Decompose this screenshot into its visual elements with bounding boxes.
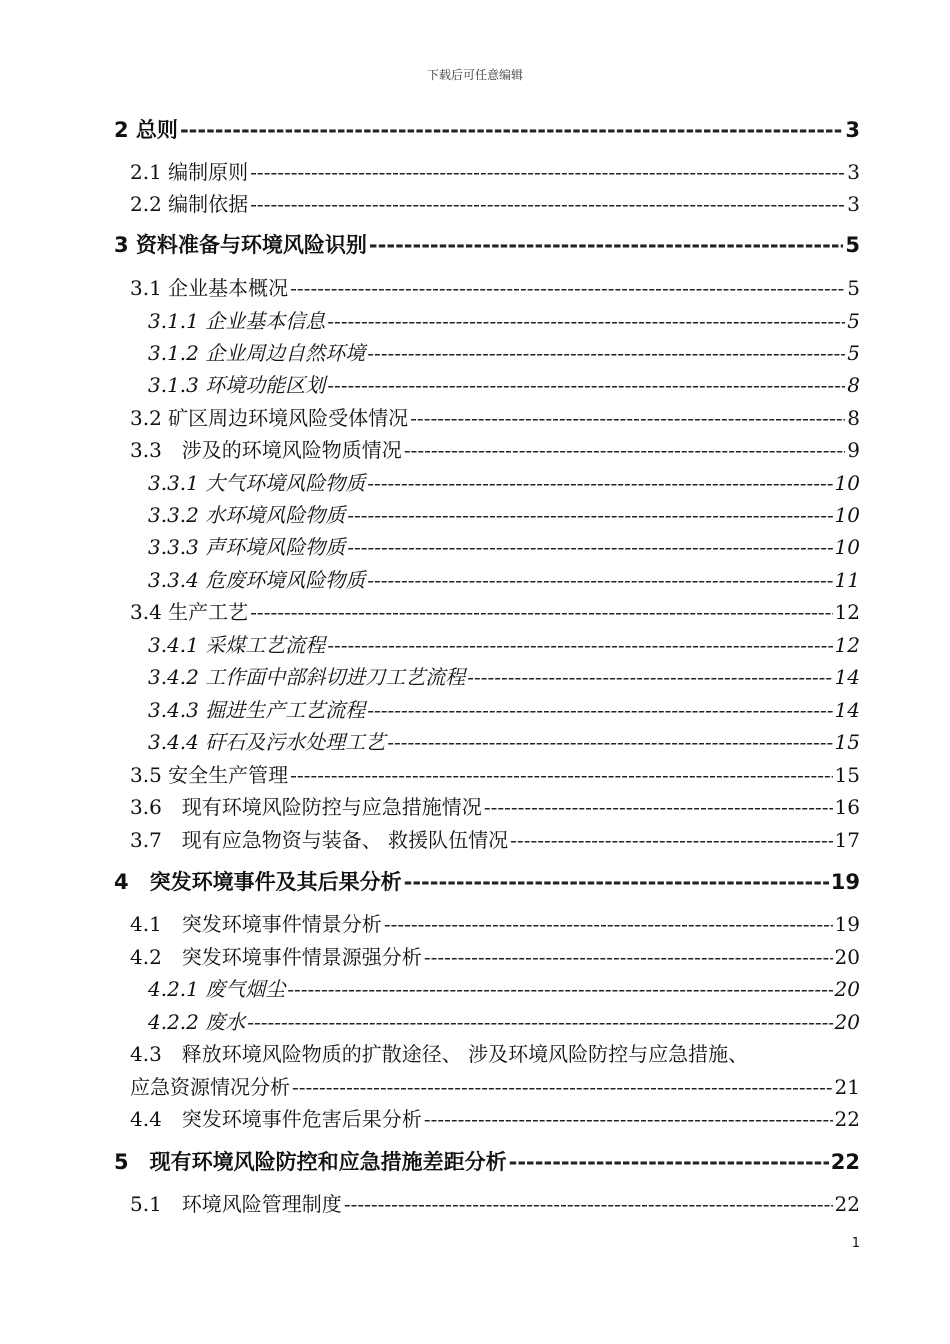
dot-leader — [250, 600, 832, 624]
toc-entry-page: 16 — [834, 795, 860, 819]
dot-leader — [292, 1075, 833, 1099]
toc-entry-label: 3.1.1 企业基本信息 — [148, 309, 326, 333]
toc-entry[interactable] — [148, 726, 860, 755]
toc-entry-page: 17 — [834, 828, 860, 852]
dot-leader — [467, 665, 832, 689]
toc-entry-label: 4 突发环境事件及其后果分析 — [114, 870, 402, 894]
toc-entry[interactable] — [130, 156, 860, 185]
toc-entry-page: 22 — [834, 1192, 860, 1216]
toc-entry-label: 3.1.3 环境功能区划 — [148, 373, 326, 397]
toc-entry-label: 3.6 现有环境风险防控与应急措施情况 — [130, 795, 482, 819]
toc-entry-label: 应急资源情况分析 — [130, 1075, 290, 1099]
toc-entry-label: 4.2.1 废气烟尘 — [148, 977, 286, 1001]
toc-entry-page: 19 — [830, 870, 860, 894]
toc-entry-page: 5 — [845, 233, 860, 257]
toc-entry-label: 3.7 现有应急物资与装备、 救援队伍情况 — [130, 828, 509, 852]
dot-leader — [367, 341, 845, 365]
toc-entry[interactable] — [130, 1188, 860, 1217]
dot-leader — [247, 1010, 832, 1034]
toc-entry[interactable] — [148, 337, 860, 366]
dot-leader — [424, 945, 833, 969]
toc-entry-page: 9 — [847, 438, 860, 462]
toc-entry[interactable] — [130, 272, 860, 301]
dot-leader — [367, 568, 832, 592]
toc-entry-label: 4.1 突发环境事件情景分析 — [130, 912, 382, 936]
toc-entry-label: 5 现有环境风险防控和应急措施差距分析 — [114, 1150, 507, 1174]
dot-leader — [404, 870, 829, 894]
dot-leader — [404, 438, 845, 462]
toc-entry-label: 3.4.2 工作面中部斜切进刀工艺流程 — [148, 665, 466, 689]
toc-entry-label: 2.1 编制原则 — [130, 160, 249, 184]
toc-entry[interactable] — [148, 661, 860, 690]
toc-entry[interactable] — [130, 908, 860, 937]
toc-entry[interactable] — [148, 629, 860, 658]
toc-entry-label: 3.4.4 矸石及污水处理工艺 — [148, 730, 386, 754]
toc-entry-label: 3.3.1 大气环境风险物质 — [148, 471, 366, 495]
dot-leader — [410, 406, 845, 430]
toc-entry[interactable] — [130, 188, 860, 217]
toc-entry-label: 3.3 涉及的环境风险物质情况 — [130, 438, 402, 462]
toc-entry-page: 11 — [834, 568, 860, 592]
dot-leader — [180, 118, 843, 142]
toc-entry[interactable] — [114, 114, 860, 144]
dot-leader — [327, 373, 845, 397]
toc-entry-label: 3.1.2 企业周边自然环境 — [148, 341, 366, 365]
toc-entry-label: 3.2 矿区周边环境风险受体情况 — [130, 406, 409, 430]
toc-entry[interactable] — [130, 824, 860, 853]
toc-entry[interactable] — [148, 973, 860, 1002]
toc-entry[interactable] — [114, 229, 860, 259]
dot-leader — [387, 730, 832, 754]
toc-entry[interactable] — [130, 434, 860, 463]
toc-entry-page: 5 — [847, 341, 860, 365]
toc-entry-label: 3.3.3 声环境风险物质 — [148, 535, 346, 559]
toc-entry-page: 10 — [834, 503, 860, 527]
toc-entry[interactable] — [148, 369, 860, 398]
toc-entry[interactable] — [130, 759, 860, 788]
toc-entry-page: 22 — [830, 1150, 860, 1174]
toc-entry-page: 14 — [834, 698, 860, 722]
toc-entry-page: 8 — [847, 406, 860, 430]
dot-leader — [424, 1107, 833, 1131]
toc-entry[interactable] — [130, 941, 860, 970]
toc-entry-page: 5 — [847, 309, 860, 333]
toc-entry[interactable] — [148, 499, 860, 528]
toc-entry-page: 22 — [834, 1107, 860, 1131]
toc-entry-label: 3.3.2 水环境风险物质 — [148, 503, 346, 527]
toc-entry-page: 8 — [847, 373, 860, 397]
dot-leader — [290, 763, 832, 787]
toc-entry-label: 3.4.3 掘进生产工艺流程 — [148, 698, 366, 722]
toc-entry-page: 14 — [834, 665, 860, 689]
toc-entry-label: 2 总则 — [114, 118, 178, 142]
toc-entry-label: 4.2.2 废水 — [148, 1010, 246, 1034]
toc-entry-page: 5 — [847, 276, 860, 300]
toc-entry-label: 3.5 安全生产管理 — [130, 763, 289, 787]
toc-entry-label: 3 资料准备与环境风险识别 — [114, 233, 367, 257]
toc-entry-page: 15 — [834, 763, 860, 787]
toc-entry[interactable] — [130, 596, 860, 625]
toc-entry[interactable] — [148, 467, 860, 496]
toc-entry-page: 20 — [834, 1010, 860, 1034]
toc-entry[interactable] — [114, 1146, 860, 1176]
page-number: 1 — [851, 1236, 860, 1251]
toc-entry[interactable] — [130, 1103, 860, 1132]
dot-leader — [347, 503, 832, 527]
dot-leader — [327, 309, 845, 333]
toc-entry[interactable] — [130, 791, 860, 820]
toc-entry-page: 20 — [834, 977, 860, 1001]
toc-entry-label: 3.4 生产工艺 — [130, 600, 249, 624]
page-header: 下载后可任意编辑 — [426, 68, 523, 82]
toc-entry-page: 10 — [834, 535, 860, 559]
toc-entry[interactable] — [130, 1071, 860, 1100]
dot-leader — [369, 233, 843, 257]
toc-entry[interactable] — [130, 402, 860, 431]
toc-entry-page: 3 — [845, 118, 860, 142]
dot-leader — [484, 795, 833, 819]
toc-entry-page: 19 — [834, 912, 860, 936]
toc-entry-page: 12 — [834, 633, 860, 657]
dot-leader — [287, 977, 832, 1001]
dot-leader — [327, 633, 832, 657]
toc-entry-page: 3 — [847, 192, 860, 216]
toc-entry-first-line[interactable]: 4.3 释放环境风险物质的扩散途径、 涉及环境风险防控与应急措施、 — [130, 1042, 749, 1066]
toc-entry-page: 20 — [834, 945, 860, 969]
toc-entry[interactable] — [148, 531, 860, 560]
toc-entry-label: 3.4.1 采煤工艺流程 — [148, 633, 326, 657]
toc-entry-page: 12 — [834, 600, 860, 624]
toc-entry[interactable] — [148, 694, 860, 723]
toc-entry-label: 5.1 环境风险管理制度 — [130, 1192, 342, 1216]
dot-leader — [367, 471, 832, 495]
dot-leader — [344, 1192, 833, 1216]
toc-entry[interactable] — [148, 564, 860, 593]
toc-entry-label: 4.4 突发环境事件危害后果分析 — [130, 1107, 422, 1131]
dot-leader — [290, 276, 845, 300]
dot-leader — [384, 912, 833, 936]
toc-entry-label: 3.1 企业基本概况 — [130, 276, 289, 300]
toc-entry-page: 15 — [834, 730, 860, 754]
toc-entry-label: 2.2 编制依据 — [130, 192, 249, 216]
toc-entry[interactable] — [148, 1006, 860, 1035]
toc-entry-page: 21 — [834, 1075, 860, 1099]
dot-leader — [347, 535, 832, 559]
dot-leader — [509, 1150, 829, 1174]
toc-entry-page: 10 — [834, 471, 860, 495]
dot-leader — [510, 828, 832, 852]
toc-entry-page: 3 — [847, 160, 860, 184]
toc-entry-label: 3.3.4 危废环境风险物质 — [148, 568, 366, 592]
toc-entry[interactable] — [114, 866, 860, 896]
dot-leader — [367, 698, 832, 722]
dot-leader — [250, 160, 845, 184]
toc-entry-label: 4.2 突发环境事件情景源强分析 — [130, 945, 422, 969]
toc-entry[interactable] — [148, 305, 860, 334]
dot-leader — [250, 192, 845, 216]
